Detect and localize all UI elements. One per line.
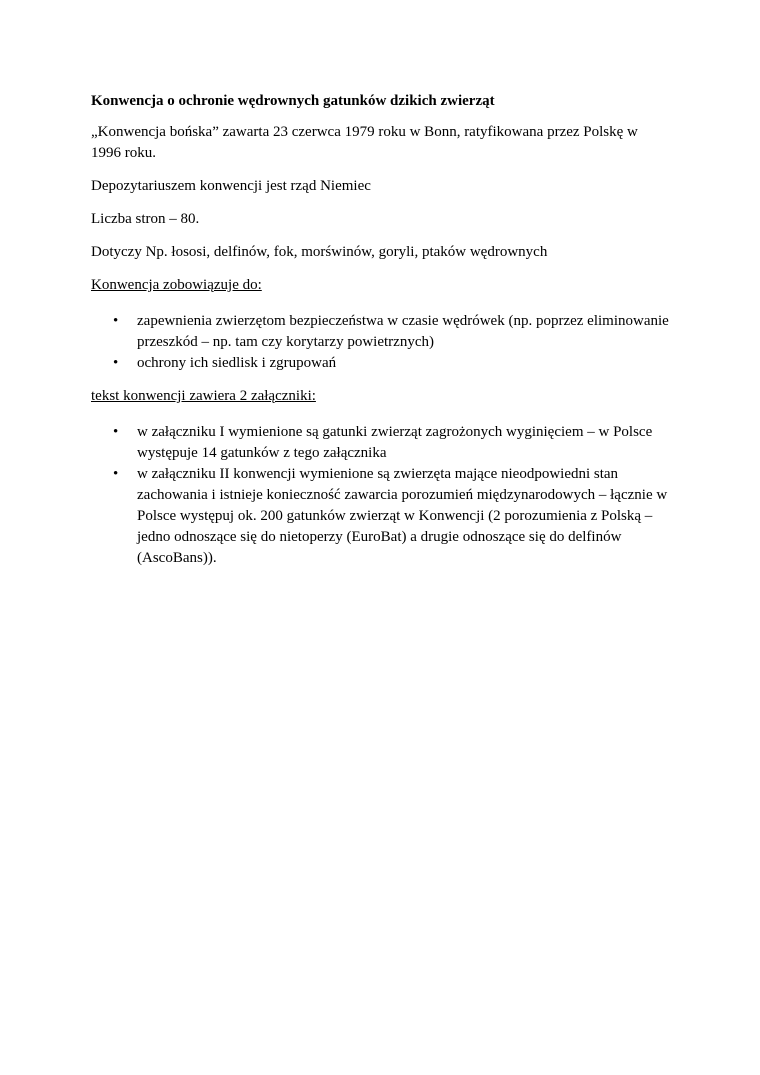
list-item-text: w załączniku I wymienione są gatunki zwierząt zagrożonych wyginięciem – w Polsce występuje 14 gatunków z tego załącznika [137, 424, 653, 461]
section-annexes-heading: tekst konwencji zawiera 2 załączniki: [91, 388, 316, 404]
bullet-icon: • [113, 313, 119, 329]
paragraph-species: Dotyczy Np. łososi, delfinów, fok, morświnów, goryli, ptaków wędrownych [91, 244, 548, 260]
paragraph-convention-intro: „Konwencja bońska” zawarta 23 czerwca 1979 roku w Bonn, ratyfikowana przez Polskę w 1996 roku. [91, 124, 638, 161]
document-body [91, 91, 671, 581]
obligations-list [91, 311, 671, 374]
list-item [91, 311, 671, 353]
list-item-text: w załączniku II konwencji wymienione są zwierzęta mające nieodpowiedni stan zachowania i istnieje konieczność zawarcia porozumień międzynarodowych – łącznie w Polsce występuj ok. 200 gatunków zwierząt w Konwencji (2 porozumienia z Polską – jedno odnoszące się do nietoperzy (EuroBat) a drugie odnoszące się do delfinów (AscoBans)). [137, 466, 668, 566]
bullet-icon: • [113, 466, 119, 482]
paragraph-depositary: Depozytariuszem konwencji jest rząd Niemiec [91, 178, 371, 194]
list-item [91, 353, 671, 374]
section-obligations-heading: Konwencja zobowiązuje do: [91, 277, 262, 293]
list-item-text: zapewnienia zwierzętom bezpieczeństwa w czasie wędrówek (np. poprzez eliminowanie przeszkód – np. tam czy korytarzy powietrznych) [137, 313, 669, 350]
paragraph-parties-count: Liczba stron – 80. [91, 211, 200, 227]
list-item-text: ochrony ich siedlisk i zgrupowań [137, 355, 337, 371]
list-item [91, 464, 671, 569]
document-title: Konwencja o ochronie wędrownych gatunków dzikich zwierząt [91, 93, 495, 109]
bullet-icon: • [113, 355, 119, 371]
bullet-icon: • [113, 424, 119, 440]
annexes-list [91, 422, 671, 569]
list-item [91, 422, 671, 464]
